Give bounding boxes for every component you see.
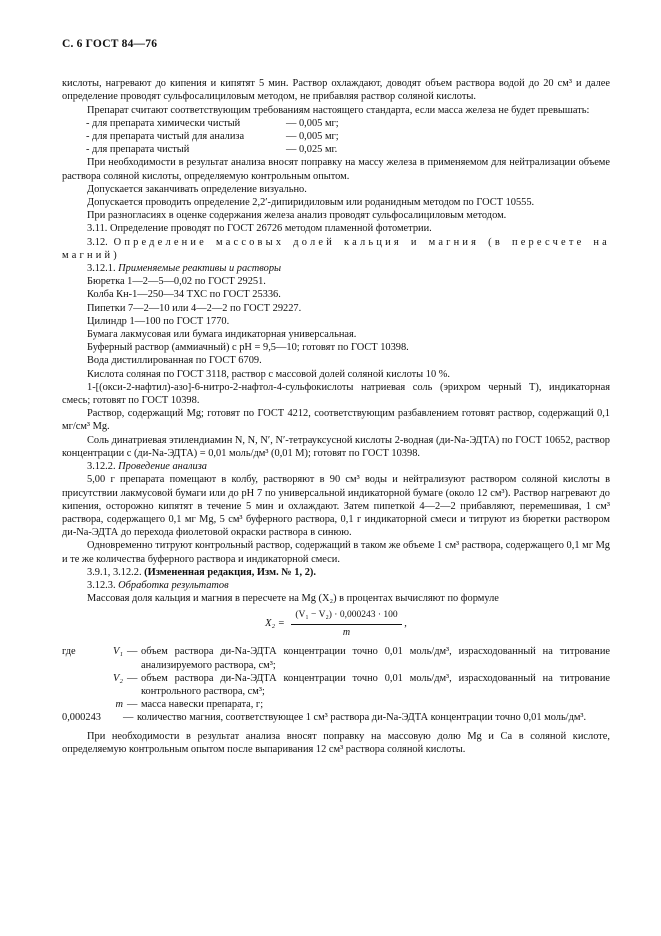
where-dash: — <box>123 712 134 724</box>
where-text: количество магния, соответствующее 1 см³ раствора ди-Na-ЭДТА концентрации точно 0,01 моль/дм³. <box>137 712 587 724</box>
limit-value: — 0,025 мг. <box>286 144 338 156</box>
formula-numerator: (V₁ − V₂) · 0,000243 · 100 <box>291 609 401 624</box>
paragraph: При разногласиях в оценке содержания железа анализ проводят сульфосалициловым методом. <box>87 210 507 222</box>
paragraph: кислоты, нагревают до кипения и кипятят 5 мин. Раствор охлаждают, доводят объем раствора водой до 20 см³ и далее определение проводят сульфосалициловым методом, не прибавляя раствор соляной кислоты. <box>62 78 610 103</box>
where-dash: — <box>127 699 138 711</box>
subsection-3-12-2-heading <box>62 460 610 473</box>
where-word: где <box>62 646 76 658</box>
where-text: объем раствора ди-Na-ЭДТА концентрации точно 0,01 моль/дм³, израсходованный на титрование контрольного раствора, см³; <box>141 672 610 697</box>
list-item <box>62 117 610 130</box>
paragraph: 5,00 г препарата помещают в колбу, растворяют в 90 см³ воды и нейтрализуют раствором соляной кислоты в присутствии лакмусовой бумаги или до pH 7 по универсальной индикаторной бумаге (около 12 см³). Раствор нагревают до кипения, осторожно кипятят в течение 5 мин и охлаждают. Затем пипеткой 4—2—2 прибавляют, перемешивая, 1 см³ раствора, содержащего 0,1 мг Mg, 5 см³ буферного раствора, 0,1 г индикаторной смеси и титруют из бюретки раствором ди-Na-ЭДТА до перехода фиолетовой окраски раствора в синюю. <box>62 474 610 539</box>
where-list <box>62 645 610 724</box>
subsection-3-12-3-heading <box>62 579 610 592</box>
paragraph: 1-[(окси-2-нафтил)-азо]-6-нитро-2-нафтол-4-сульфокислоты натриевая соль (эрихром черный Т), индикаторная смесь; готовят по ГОСТ 10398. <box>62 381 610 407</box>
reagent-item: Пипетки 7—2—10 или 4—2—2 по ГОСТ 29227. <box>87 302 302 314</box>
section-3-11: 3.11. Определение проводят по ГОСТ 26726 методом пламенной фотометрии. <box>87 223 432 235</box>
where-dash: — <box>127 646 138 658</box>
paragraph: Раствор, содержащий Mg; готовят по ГОСТ 4212, соответствующим разбавлением готовят раствор, содержащий 0,1 мг/см³ Mg. <box>62 408 610 433</box>
reagent-item: Бумага лакмусовая или бумага индикаторная универсальная. <box>87 329 357 341</box>
subsection-3-12-1-heading <box>62 262 610 275</box>
where-symbol: V₂ <box>113 672 123 684</box>
where-item <box>62 698 610 711</box>
amendment-sections: 3.9.1, 3.12.2. <box>87 566 145 578</box>
paragraph: Допускается заканчивать определение визуально. <box>87 183 307 195</box>
reagent-item: Буферный раствор (аммиачный) с pH = 9,5—10; готовят по ГОСТ 10398. <box>87 342 409 354</box>
limit-label: - для препарата чистый для анализа <box>86 131 245 143</box>
where-symbol: 0,000243 <box>62 712 101 724</box>
formula-denominator: m <box>342 626 351 638</box>
where-item <box>62 672 610 698</box>
list-item <box>62 130 610 143</box>
formula-lhs: X₂ = <box>265 618 285 630</box>
formula-fraction <box>291 609 401 638</box>
section-title: Определение массовых долей кальция и магния (в пересчете на магний) <box>62 236 610 261</box>
where-item <box>62 645 610 671</box>
limit-value: — 0,005 мг; <box>286 117 339 129</box>
reagent-item: Кислота соляная по ГОСТ 3118, раствор с массовой долей соляной кислоты 10 %. <box>87 368 450 380</box>
where-text: масса навески препарата, г; <box>141 699 264 711</box>
paragraph: При необходимости в результат анализа вносят поправку на массу железа в применяемом для нейтрализации объеме раствора соляной кислоты, определяемую контрольным опытом. <box>62 157 610 182</box>
paragraph: Допускается проводить определение 2,2′-дипиридиловым или роданидным методом по ГОСТ 10555. <box>87 197 535 209</box>
paragraph: Одновременно титруют контрольный раствор, содержащий в таком же объеме 1 см³ раствора, содержащего 0,1 мг Mg и те же количества буферного раствора и индикаторной смеси. <box>62 540 610 565</box>
reagent-item: Бюретка 1—2—5—0,02 по ГОСТ 29251. <box>87 276 266 288</box>
paragraph: Соль динатриевая этилендиамин N, N, N′, N′-тетрауксусной кислоты 2-водная (ди-Na-ЭДТА) по ГОСТ 10652, раствор концентрации c (ди-Na-ЭДТА) = 0,01 моль/дм³ (0,01 М); готовят по ГОСТ 10398. <box>62 434 610 459</box>
section-number: 3.12.3. <box>87 579 119 591</box>
section-title: Применяемые реактивы и растворы <box>118 263 282 275</box>
section-number: 3.12.2. <box>87 461 119 473</box>
paragraph: Препарат считают соответствующим требованиям настоящего стандарта, если масса железа не будет превышать: <box>87 104 590 116</box>
formula <box>62 609 610 639</box>
reagent-item: Цилиндр 1—100 по ГОСТ 1770. <box>87 315 230 327</box>
where-text: объем раствора ди-Na-ЭДТА концентрации точно 0,01 моль/дм³, израсходованный на титрование анализируемого раствора, см³; <box>141 646 610 671</box>
limit-label: - для препарата химически чистый <box>86 117 241 129</box>
section-title: Обработка результатов <box>118 579 229 591</box>
page-header: С. 6 ГОСТ 84—76 <box>62 38 158 50</box>
where-item <box>62 711 610 724</box>
paragraph: При необходимости в результат анализа вносят поправку на массовую долю Mg и Ca в соляной кислоте, определяемую контрольным опытом после выпаривания 12 см³ раствора соляной кислоты. <box>62 730 610 755</box>
section-3-12-heading <box>62 236 610 262</box>
iron-limits-list <box>62 117 610 157</box>
section-title: Проведение анализа <box>118 461 208 473</box>
list-item <box>62 143 610 156</box>
where-dash: — <box>127 672 138 684</box>
where-symbol: m <box>115 699 123 711</box>
where-symbol: V₁ <box>113 646 123 658</box>
formula-tail: , <box>404 618 407 630</box>
reagent-item: Вода дистиллированная по ГОСТ 6709. <box>87 355 262 367</box>
limit-value: — 0,005 мг; <box>286 131 339 143</box>
limit-label: - для препарата чистый <box>86 144 190 156</box>
section-number: 3.12. <box>87 236 114 248</box>
amendment-note <box>62 566 610 579</box>
reagent-item: Колба Кн-1—250—34 ТХС по ГОСТ 25336. <box>87 289 281 301</box>
reagent-list <box>62 275 610 381</box>
section-number: 3.12.1. <box>87 263 119 275</box>
document-page <box>62 38 610 756</box>
paragraph: Массовая доля кальция и магния в пересчете на Mg (X₂) в процентах вычисляют по формуле <box>87 593 499 605</box>
amendment-text: (Измененная редакция, Изм. № 1, 2). <box>144 566 316 578</box>
